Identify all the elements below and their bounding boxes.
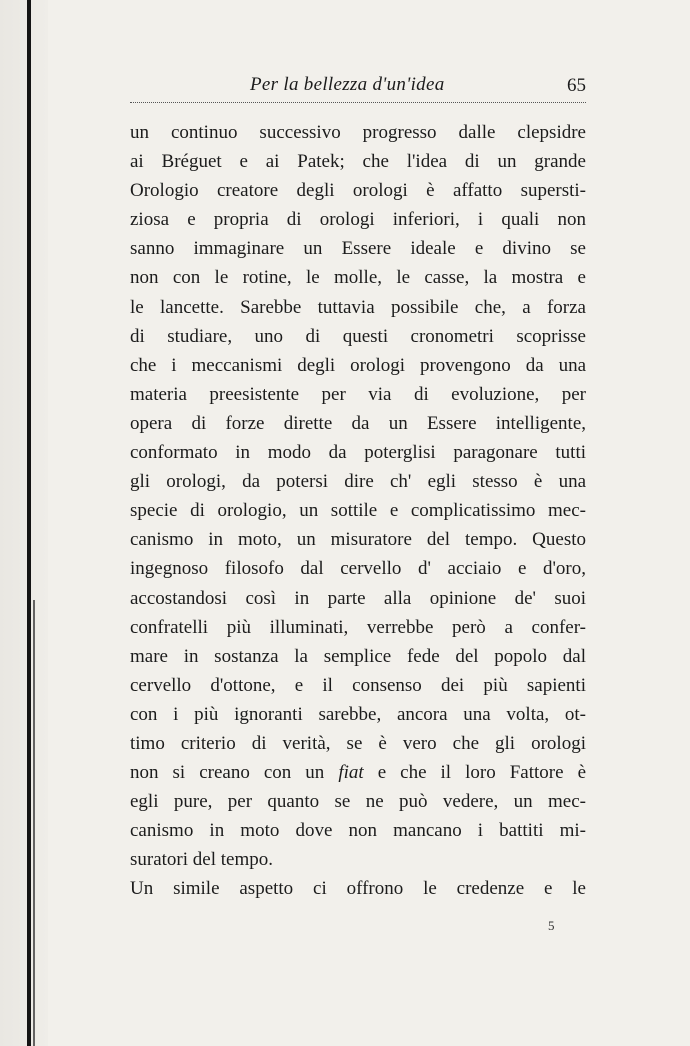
text-line: ai Bréguet e ai Patek; che l'idea di un grande (130, 151, 586, 173)
fiat-line-after: e che il loro Fattore è (363, 762, 586, 784)
text-line: confratelli più illuminati, verrebbe però a confer- (130, 616, 586, 638)
text-line: materia preesistente per via di evoluzione, per (130, 383, 586, 405)
header-rule (130, 102, 586, 103)
running-title: Per la bellezza d'un'idea (250, 74, 445, 95)
text-line: sanno immaginare un Essere ideale e divino se (130, 238, 586, 260)
page-binding-edge (0, 0, 48, 1046)
text-line: non con le rotine, le molle, le casse, la mostra e (130, 267, 586, 289)
spine-shadow-line (27, 0, 31, 1046)
text-line: Orologio creatore degli orologi è affatto supersti- (130, 180, 586, 202)
text-line: canismo in moto dove non mancano i battiti mi- (130, 820, 586, 842)
spine-shadow-line-secondary (33, 600, 35, 1046)
body-text (130, 118, 586, 904)
paragraph-2-first-line: Un simile aspetto ci offrono le credenze e le (130, 878, 586, 900)
text-line: canismo in moto, un misuratore del tempo. Questo (130, 529, 586, 551)
text-line-paragraph-end: suratori del tempo. (130, 849, 273, 871)
signature-mark: 5 (548, 918, 555, 933)
fiat-italic-word: fiat (338, 762, 364, 784)
text-line: accostandosi così in parte alla opinione de' suoi (130, 587, 586, 609)
page-number: 65 (567, 75, 586, 96)
text-line-fiat (130, 758, 586, 787)
text-line: con i più ignoranti sarebbe, ancora una volta, ot- (130, 703, 586, 725)
text-line: opera di forze dirette da un Essere intelligente, (130, 412, 586, 434)
text-line: cervello d'ottone, e il consenso dei più sapienti (130, 674, 586, 696)
text-line: un continuo successivo progresso dalle clepsidre (130, 122, 586, 143)
text-line: di studiare, uno di questi cronometri scoprisse (130, 325, 586, 347)
text-line: ingegnoso filosofo dal cervello d' acciaio e d'oro, (130, 558, 586, 580)
text-line: egli pure, per quanto se ne può vedere, un mec- (130, 791, 586, 813)
text-line: specie di orologio, un sottile e complicatissimo mec- (130, 500, 586, 522)
text-line: conformato in modo da poterglisi paragonare tutti (130, 442, 586, 464)
text-line: le lancette. Sarebbe tuttavia possibile che, a forza (130, 296, 586, 318)
fiat-line-before: non si creano con un (130, 762, 339, 784)
page-header (130, 70, 586, 104)
text-line: mare in sostanza la semplice fede del popolo dal (130, 645, 586, 667)
text-line: che i meccanismi degli orologi provengono da una (130, 354, 586, 376)
text-line: ziosa e propria di orologi inferiori, i quali non (130, 209, 586, 231)
text-line: gli orologi, da potersi dire ch' egli stesso è una (130, 471, 586, 493)
text-line: timo criterio di verità, se è vero che gli orologi (130, 732, 586, 754)
